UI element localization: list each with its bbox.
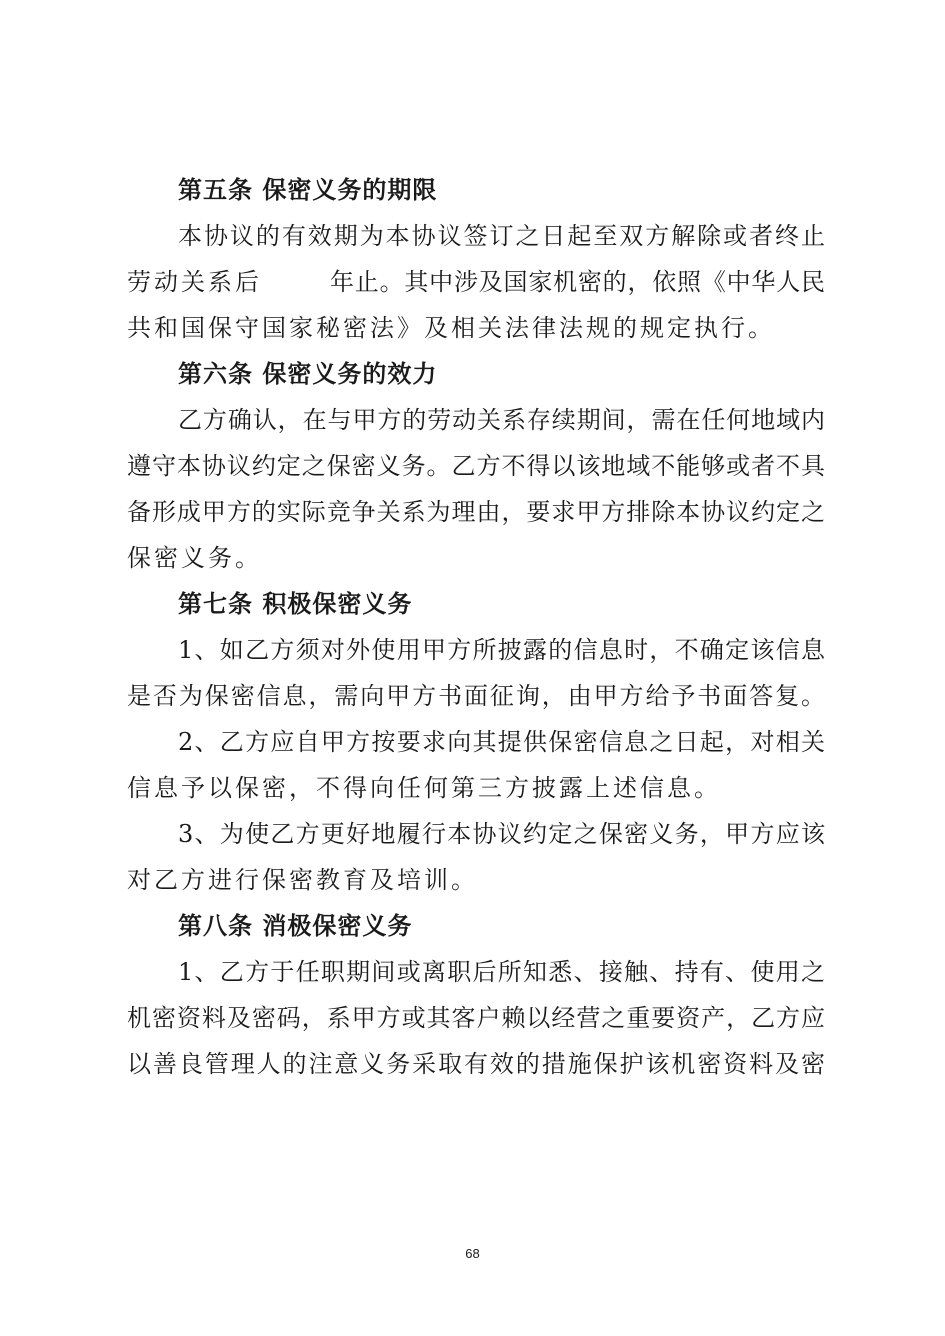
paragraph-line: 机密资料及密码，系甲方或其客户赖以经营之重要资产，乙方应 [127,1004,825,1032]
paragraph-line: 乙方确认，在与甲方的劳动关系存续期间，需在任何地域内 [178,406,825,434]
paragraph-line: 保密义务。 [127,544,262,572]
article-heading: 第六条 保密义务的效力 [178,359,438,388]
paragraph-line: 2、乙方应自甲方按要求向其提供保密信息之日起，对相关 [178,728,825,756]
paragraph-line-segment: 劳动关系后 [127,268,262,296]
paragraph-line: 对乙方进行保密教育及培训。 [127,866,478,894]
paragraph-line: 是否为保密信息，需向甲方书面征询，由甲方给予书面答复。 [127,682,825,710]
paragraph-line: 3、为使乙方更好地履行本协议约定之保密义务，甲方应该 [178,820,825,848]
article-heading: 第七条 积极保密义务 [178,589,413,618]
paragraph-line: 本协议的有效期为本协议签订之日起至双方解除或者终止 [178,222,825,250]
paragraph-line: 1、如乙方须对外使用甲方所披露的信息时，不确定该信息 [178,636,825,664]
paragraph-line: 遵守本协议约定之保密义务。乙方不得以该地域不能够或者不具 [127,452,825,480]
article-heading: 第五条 保密义务的期限 [178,175,438,204]
paragraph-line: 1、乙方于任职期间或离职后所知悉、接触、持有、使用之 [178,958,825,986]
paragraph-line-segment: 年止。其中涉及国家机密的，依照《中华人民 [330,268,825,296]
article-heading: 第八条 消极保密义务 [178,911,413,940]
paragraph-line: 以善良管理人的注意义务采取有效的措施保护该机密资料及密 [127,1050,825,1078]
paragraph-line: 信息予以保密，不得向任何第三方披露上述信息。 [127,774,721,802]
page-number: 68 [465,1246,480,1261]
paragraph-line: 共和国保守国家秘密法》及相关法律法规的规定执行。 [127,314,775,342]
paragraph-line: 备形成甲方的实际竞争关系为理由，要求甲方排除本协议约定之 [127,498,825,526]
